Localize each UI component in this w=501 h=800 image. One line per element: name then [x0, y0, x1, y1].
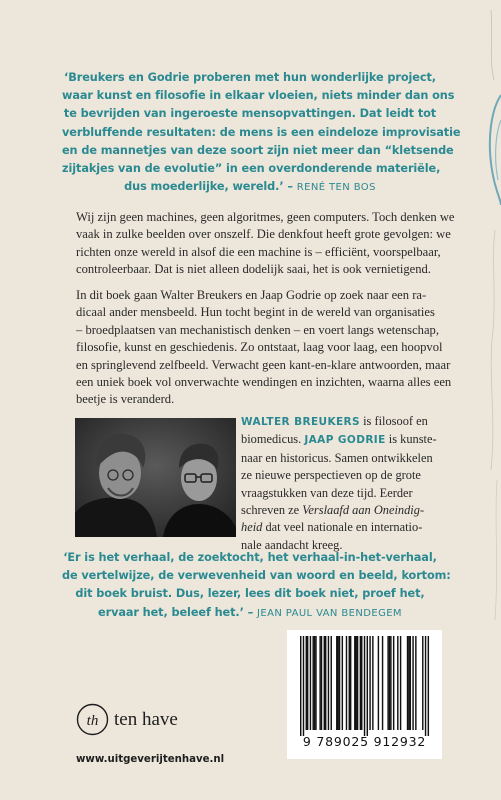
bio-text: dat veel nationale en internatio-	[262, 520, 423, 535]
barcode-bar	[428, 636, 429, 736]
bio-text: schreven ze	[241, 503, 303, 518]
quote-line: waar kunst en filosofie in elkaar vloeien, niets minder dan ons	[62, 89, 455, 103]
barcode-bar	[349, 636, 350, 730]
barcode-bar	[372, 636, 373, 730]
paragraph-line: en springlevend zelfbeeld. Verwacht geen kant-en-klare antwoorden, maar	[76, 357, 451, 372]
quote-line: te bevrijden van ingeroeste mensopvattingen. Dat leidt tot	[63, 107, 437, 121]
barcode-bar	[360, 636, 361, 730]
barcode-bar	[350, 636, 351, 730]
isbn-barcode	[287, 630, 442, 759]
barcode-bar	[321, 636, 322, 730]
author-name-walter: WALTER BREUKERS	[241, 416, 361, 428]
quote-line: ‘Er is het verhaal, de zoektocht, het verhaal-in-het-verhaal,	[63, 551, 437, 564]
review-quote-bottom	[62, 549, 451, 623]
publisher-name: ten have	[114, 709, 178, 730]
bio-text: is filosoof en	[360, 414, 428, 428]
author-bio	[241, 413, 437, 554]
barcode-bar	[325, 636, 326, 730]
bio-line: vraagstukken van deze tijd. Eerder	[241, 485, 413, 500]
bio-text: biomedicus.	[241, 432, 302, 447]
quote-line: ‘Breukers en Godrie proberen met hun wonderlijke project,	[64, 71, 436, 84]
barcode-bar	[319, 636, 320, 730]
author-name-jaap: JAAP GODRIE	[304, 434, 386, 447]
barcode-bar	[336, 636, 337, 730]
barcode-bar	[324, 636, 325, 730]
quote-attribution: RENÉ TEN BOS	[296, 182, 376, 194]
paragraph-line: In dit boek gaan Walter Breukers en Jaap Godrie op zoek naar een ra-	[76, 288, 427, 302]
previous-book-title: heid	[241, 520, 263, 535]
quote-line: dit boek bruist. Dus, lezer, lees dit boek niet, proef het,	[75, 587, 425, 601]
author-photo-illustration	[75, 418, 236, 537]
description-paragraph-1	[76, 209, 455, 279]
bio-line	[241, 431, 437, 449]
barcode-bar	[307, 636, 308, 730]
review-quote-top	[62, 69, 461, 197]
barcode-bar	[361, 636, 362, 730]
quote-line: zijtakjes van de evolutie” in een overdonderende materiële,	[62, 162, 441, 176]
quote-last-line	[62, 178, 438, 197]
edge-sketch-decoration	[461, 0, 501, 800]
barcode-bar	[355, 636, 356, 730]
previous-book-title: Verslaafd aan Oneindig-	[302, 503, 425, 518]
description-paragraph-2	[76, 287, 452, 409]
quote-line: dus moederlijke, wereld.’ –	[124, 180, 293, 194]
barcode-bar	[400, 636, 401, 730]
barcode-bar	[410, 636, 411, 730]
author-photo	[75, 418, 236, 537]
barcode-bar	[408, 636, 409, 730]
barcode-bar	[339, 636, 340, 730]
paragraph-line: dicaal ander mensbeeld. Hun tocht begint in de wereld van organisaties	[76, 305, 435, 320]
publisher-mark-icon	[76, 703, 109, 736]
isbn-number: 9 789025 912932	[302, 734, 427, 749]
bio-line	[241, 413, 429, 431]
barcode-bar	[314, 636, 315, 730]
bio-line	[241, 502, 429, 519]
barcode-bar	[378, 636, 379, 730]
paragraph-line: Wij zijn geen machines, geen algoritmes, geen computers. Toch denken we	[76, 210, 455, 224]
barcode-bar	[337, 636, 338, 730]
barcode-bar	[328, 636, 329, 730]
barcode-bar	[364, 636, 365, 736]
quote-line: ervaar het, beleef het.’ –	[98, 605, 254, 619]
barcode-bar	[367, 636, 368, 736]
bio-line: ze nieuwe perspectieven op de grote	[241, 468, 421, 483]
publisher-url[interactable]: www.uitgeverijtenhave.nl	[76, 754, 225, 765]
barcode-bar	[393, 636, 394, 730]
paragraph-line: beetje is veranderd.	[76, 392, 175, 407]
barcode-bar	[412, 636, 413, 730]
quote-line: en de mannetjes van deze soort zijn niet meer dan “kletsende	[62, 143, 454, 157]
barcode-bar	[387, 636, 388, 730]
barcode-bar	[300, 636, 301, 736]
quote-line: de vertelwijze, de verwevenheid van woord en beeld, kortom:	[62, 569, 451, 583]
barcode-bar	[354, 636, 355, 730]
barcode-bar	[369, 636, 370, 730]
bio-line: naar en historicus. Samen ontwikkelen	[241, 450, 433, 465]
bio-line	[241, 519, 429, 536]
barcode-bar	[415, 636, 416, 730]
barcode-bar	[407, 636, 408, 730]
paragraph-line: controleerbaar. Dat is niet alleen dodelijk saai, het is ook vernietigend.	[76, 262, 431, 277]
bio-line: nale aandacht kreeg.	[241, 537, 343, 552]
barcode-bar	[310, 636, 311, 730]
barcode-bar	[382, 636, 383, 730]
publisher-mark-letters: th	[86, 713, 99, 729]
barcode-bar	[315, 636, 316, 730]
barcode-bar	[312, 636, 313, 730]
paragraph-line: vaak in zulke beelden over onszelf. Die denkfout heeft grote gevolgen: we	[76, 227, 451, 242]
bio-text: is kunste-	[385, 432, 437, 447]
barcode-bar	[425, 636, 426, 736]
barcode-bar	[346, 636, 347, 730]
barcode-bar	[390, 636, 391, 730]
barcode-bar	[303, 636, 304, 736]
barcode-bar	[306, 636, 307, 730]
barcode-bar	[331, 636, 332, 730]
paragraph-line: – broedplaatsen van mechanistisch denken – en voert langs wetenschap,	[76, 322, 439, 337]
quote-last-line	[62, 604, 438, 623]
quote-attribution: JEAN PAUL VAN BENDEGEM	[257, 607, 402, 619]
paragraph-line: richten onze wereld in alsof die een machine is – efficiënt, voorspelbaar,	[76, 244, 441, 259]
barcode-bar	[389, 636, 390, 730]
paragraph-line: filosofie, kunst en geschiedenis. Zo ontstaat, laag voor laag, een hoopvol	[76, 340, 443, 355]
barcode-bar	[342, 636, 343, 730]
barcode-bar	[422, 636, 423, 730]
barcode-bar	[357, 636, 358, 730]
paragraph-line: een uniek boek vol onverwachte wendingen en inzichten, waarna alles een	[76, 375, 452, 390]
barcode-bar	[397, 636, 398, 730]
quote-line: verbluffende resultaten: de mens is een eindeloze improvisatie	[62, 125, 461, 139]
